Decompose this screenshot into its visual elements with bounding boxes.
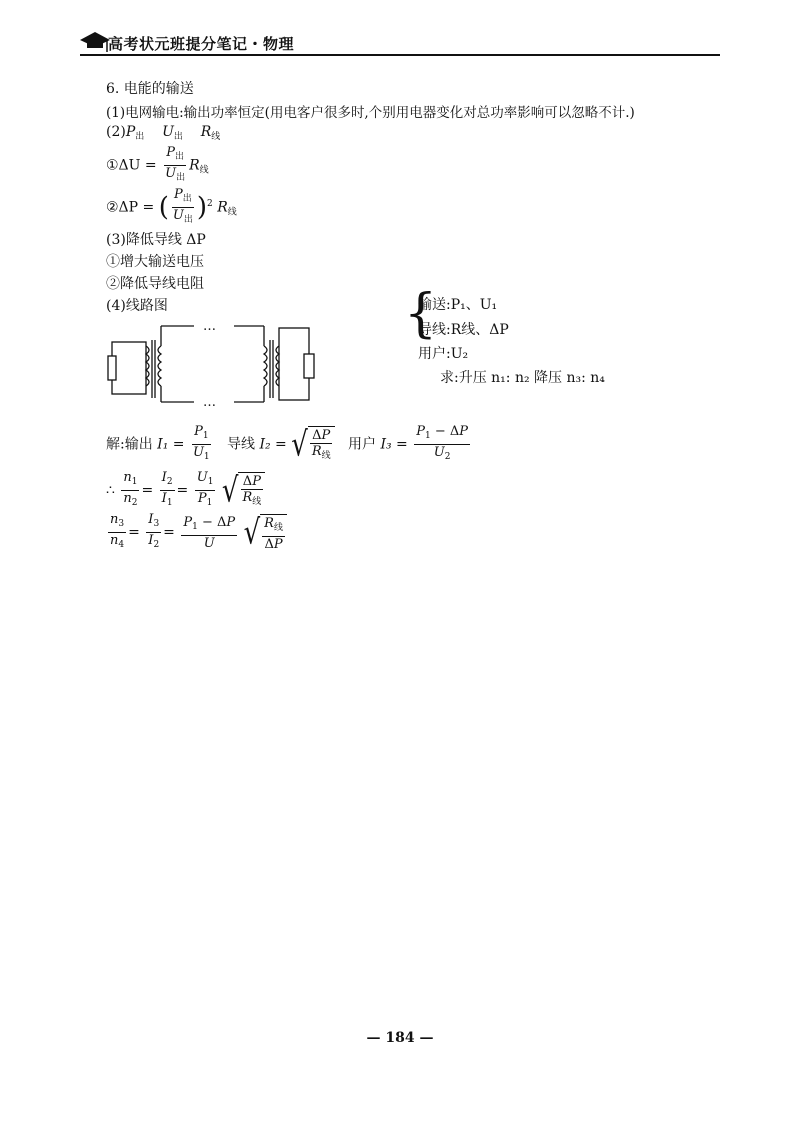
user-label: 用户 bbox=[348, 436, 376, 453]
item-4-text: (4)线路图 bbox=[106, 298, 168, 314]
var-r: R bbox=[200, 124, 212, 140]
var-p: P bbox=[125, 124, 136, 140]
given-user: 用户:U₂ bbox=[418, 346, 469, 362]
item-2-prefix: (2) bbox=[106, 124, 126, 140]
curly-brace: { bbox=[404, 284, 438, 344]
item-3-text: (3)降低导线 ΔP bbox=[106, 232, 206, 248]
var-p-sub: 出 bbox=[135, 132, 145, 142]
i1-label: I₁ = bbox=[157, 436, 185, 453]
header-rule bbox=[80, 54, 720, 56]
solution-line bbox=[106, 424, 472, 465]
i3-label: I₃ = bbox=[380, 436, 408, 453]
page-number: — 184 — bbox=[366, 1030, 434, 1046]
section-heading: 6. 电能的输送 bbox=[106, 81, 194, 97]
var-u: U bbox=[162, 124, 174, 140]
formula-2-label: ②ΔP = bbox=[106, 199, 155, 216]
user-load bbox=[304, 354, 314, 378]
therefore-symbol: ∴ bbox=[106, 482, 115, 499]
fraction: $\frac{P_出}{U_出}$ bbox=[165, 145, 186, 183]
formula-delta-u: ①ΔU = $\frac{P_出}{U_出}$ $R_线$ bbox=[106, 145, 209, 186]
wire-label: 导线 bbox=[227, 436, 256, 453]
source-loop bbox=[112, 342, 146, 394]
step-up-secondary-coil bbox=[158, 346, 161, 386]
fraction: $\frac{P_出}{U_出}$ bbox=[172, 187, 193, 225]
formula-delta-p: ②ΔP = ( $\frac{P_出}{U_出}$ )$^2$ $R_线$ bbox=[106, 187, 237, 228]
item-3a-text: ①增大输送电压 bbox=[106, 254, 204, 270]
source-resistor bbox=[108, 356, 116, 380]
i2-label: I₂ = bbox=[259, 436, 287, 453]
var-r-sub: 线 bbox=[211, 132, 221, 142]
solution-label: 解:输出 bbox=[106, 436, 153, 453]
ellipsis-bottom: … bbox=[203, 395, 216, 410]
square-root: √ $\frac{\Delta P}{R_线}$ bbox=[291, 426, 334, 464]
circuit-diagram bbox=[104, 318, 334, 414]
item-3b-text: ②降低导线电阻 bbox=[106, 276, 204, 292]
item-1-text: (1)电网输电:输出功率恒定(用电客户很多时,个别用电器变化对总功率影响可以忽略不计.) bbox=[106, 105, 635, 121]
ellipsis-top: … bbox=[203, 319, 216, 334]
given-wire: 导线:R线、ΔP bbox=[418, 322, 509, 338]
given-input: 输送:P₁、U₁ bbox=[418, 297, 498, 313]
var-u-sub: 出 bbox=[173, 132, 183, 142]
step-down-primary-coil bbox=[264, 346, 267, 386]
item-2-vars bbox=[106, 124, 220, 142]
fraction: $\frac{P_1 - \Delta P}{U_2}$ bbox=[416, 424, 469, 462]
ratio-n3-n4: $\frac{n_3}{n_4}$ = $\frac{I_3}{I_2}$ = $\frac{P_1 - \Delta P}{U}$ √ $\frac{R_线}{\Delta P}$ bbox=[106, 512, 287, 553]
find-ratios: 求:升压 n₁: n₂ 降压 n₃: n₄ bbox=[440, 370, 605, 386]
ratio-n1-n2: ∴ $\frac{n_1}{n_2}$ = $\frac{I_2}{I_1}$ = $\frac{U_1}{P_1}$ √ $\frac{\Delta P}{R_线}$ bbox=[106, 470, 265, 511]
running-header-title: 高考状元班提分笔记・物理 bbox=[108, 35, 295, 53]
fraction: $\frac{P_1}{U_1}$ bbox=[192, 424, 210, 462]
formula-1-label: ①ΔU = bbox=[106, 157, 157, 174]
